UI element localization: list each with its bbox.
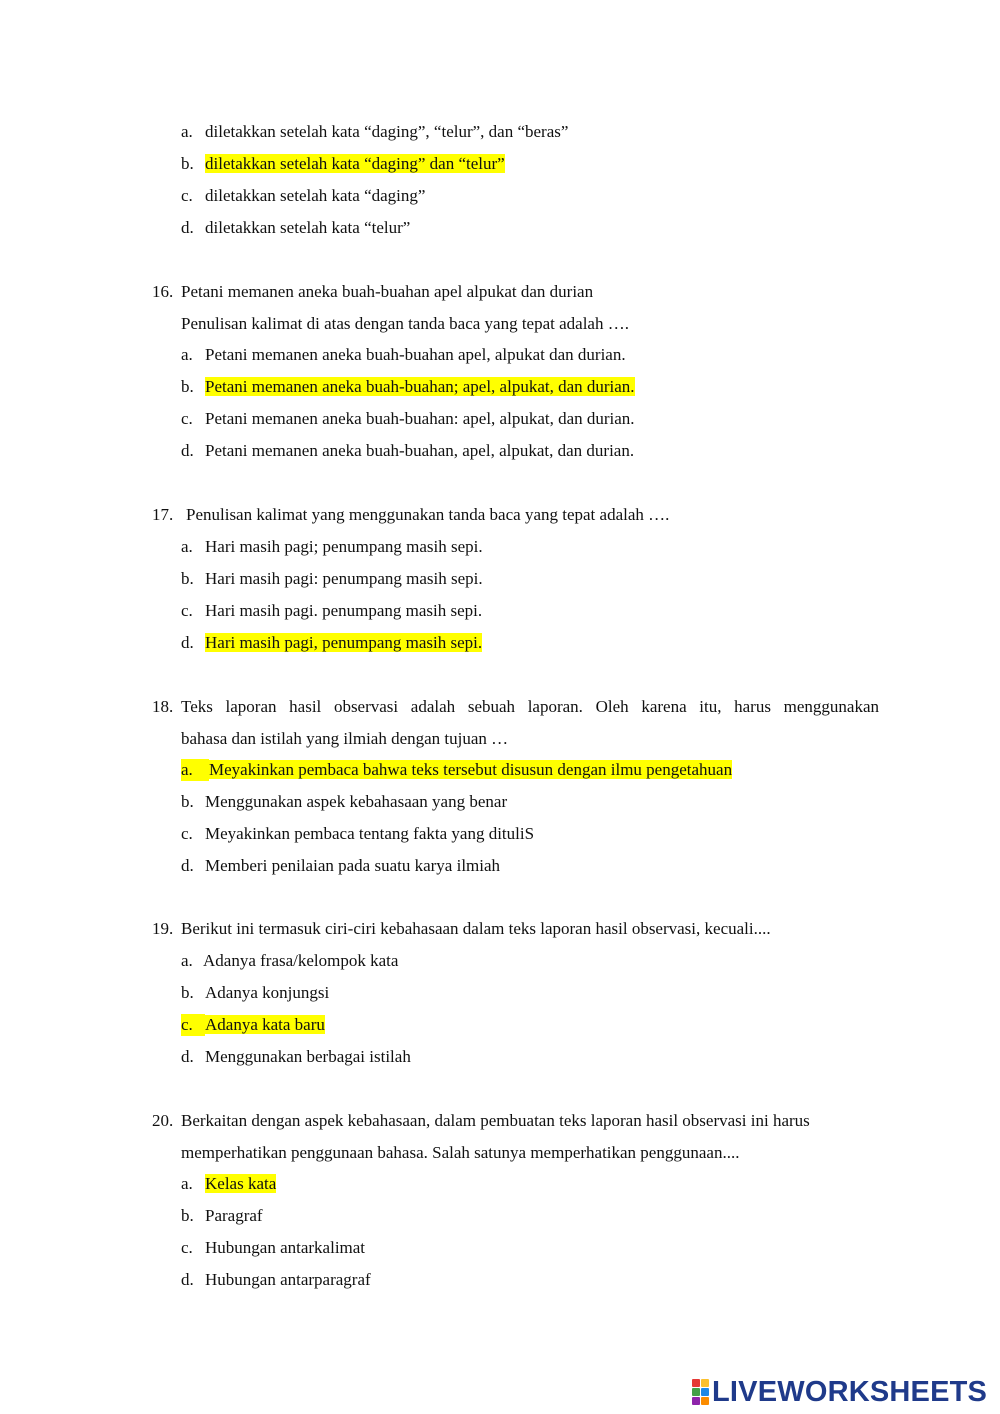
option-text: Petani memanen aneka buah-buahan, apel, alpukat, dan durian. — [205, 441, 635, 460]
option-letter: a. — [181, 537, 193, 556]
q16-option-c[interactable] — [181, 408, 635, 430]
q19-option-b[interactable] — [181, 982, 329, 1004]
q18-option-c[interactable] — [181, 823, 534, 845]
q17-stem — [152, 504, 669, 526]
logo-text: LIVEWORKSHEETS — [712, 1376, 988, 1408]
question-number: 19. — [152, 919, 174, 938]
q18-option-d[interactable] — [181, 855, 500, 877]
q16-option-d[interactable] — [181, 440, 634, 462]
option-text: Hubungan antarkalimat — [205, 1238, 366, 1257]
q19-option-d[interactable] — [181, 1046, 411, 1068]
q18-stem-line1: Teks laporan hasil observasi adalah sebuah laporan. Oleh karena itu, harus menggunakan — [181, 697, 879, 716]
option-letter: d. — [181, 1270, 194, 1289]
option-letter: b. — [181, 154, 194, 173]
option-text-highlighted: Petani memanen aneka buah-buahan; apel, alpukat, dan durian. — [205, 377, 635, 396]
option-text: diletakkan setelah kata “daging”, “telur”, dan “beras” — [205, 122, 569, 141]
option-text: Adanya konjungsi — [205, 983, 330, 1002]
q17-option-c[interactable] — [181, 600, 482, 622]
option-text-highlighted: Adanya kata baru — [205, 1015, 325, 1034]
q15-option-c[interactable] — [181, 185, 425, 207]
q17-option-a[interactable] — [181, 536, 483, 558]
option-letter: c. — [181, 1014, 205, 1036]
option-letter: a. — [181, 951, 193, 970]
question-number: 17. — [152, 505, 174, 524]
option-text-highlighted: diletakkan setelah kata “daging” dan “telur” — [205, 154, 505, 173]
q19-option-c[interactable] — [181, 1014, 325, 1036]
question-text: Berikut ini termasuk ciri-ciri kebahasaan dalam teks laporan hasil observasi, kecuali.... — [181, 919, 771, 938]
q15-option-b[interactable] — [181, 153, 505, 175]
option-text: Hubungan antarparagraf — [205, 1270, 371, 1289]
question-text: Berkaitan dengan aspek kebahasaan, dalam pembuatan teks laporan hasil observasi ini harus — [181, 1111, 810, 1130]
option-text: Hari masih pagi: penumpang masih sepi. — [205, 569, 483, 588]
option-letter: b. — [181, 1206, 194, 1225]
q20-stem — [152, 1110, 810, 1132]
option-text: Meyakinkan pembaca tentang fakta yang dituliS — [205, 824, 535, 843]
option-text: diletakkan setelah kata “daging” — [205, 186, 426, 205]
q17-option-d[interactable] — [181, 632, 482, 654]
option-letter: d. — [181, 633, 194, 652]
q18-option-b[interactable] — [181, 791, 507, 813]
option-letter: d. — [181, 218, 194, 237]
q16-option-b[interactable] — [181, 376, 635, 398]
q18-option-a[interactable] — [181, 759, 732, 781]
question-number: 20. — [152, 1111, 174, 1130]
option-text: Adanya frasa/kelompok kata — [203, 951, 399, 970]
q17-option-b[interactable] — [181, 568, 483, 590]
option-text-highlighted: Hari masih pagi, penumpang masih sepi. — [205, 633, 483, 652]
q15-option-d[interactable] — [181, 217, 410, 239]
option-text: diletakkan setelah kata “telur” — [205, 218, 411, 237]
option-text: Petani memanen aneka buah-buahan: apel, alpukat, dan durian. — [205, 409, 635, 428]
option-letter: a. — [181, 345, 193, 364]
option-letter: c. — [181, 601, 193, 620]
q20-option-a[interactable] — [181, 1173, 276, 1195]
q15-option-a[interactable] — [181, 121, 568, 143]
option-text: Menggunakan berbagai istilah — [205, 1047, 411, 1066]
q18-stem-line2: bahasa dan istilah yang ilmiah dengan tujuan … — [181, 729, 509, 748]
q19-option-a[interactable] — [181, 950, 398, 972]
q16-stem — [152, 281, 593, 303]
option-letter: b. — [181, 569, 194, 588]
option-text-highlighted: Meyakinkan pembaca bahwa teks tersebut disusun dengan ilmu pengetahuan — [209, 760, 733, 779]
option-letter: a. — [181, 759, 209, 781]
option-text: Petani memanen aneka buah-buahan apel, alpukat dan durian. — [205, 345, 626, 364]
q16-instruction: Penulisan kalimat di atas dengan tanda baca yang tepat adalah …. — [181, 314, 629, 333]
option-letter: d. — [181, 856, 194, 875]
option-text: Paragraf — [205, 1206, 263, 1225]
option-letter: c. — [181, 1238, 193, 1257]
q20-option-b[interactable] — [181, 1205, 263, 1227]
q18-number: 18. — [152, 697, 174, 716]
q19-stem — [152, 918, 771, 940]
option-text: Memberi penilaian pada suatu karya ilmiah — [205, 856, 501, 875]
option-text-highlighted: Kelas kata — [205, 1174, 277, 1193]
option-letter: b. — [181, 377, 194, 396]
q20-option-c[interactable] — [181, 1237, 365, 1259]
option-letter: d. — [181, 441, 194, 460]
option-letter: c. — [181, 186, 193, 205]
liveworksheets-logo-icon — [692, 1379, 709, 1405]
option-letter: c. — [181, 409, 193, 428]
question-number: 16. — [152, 282, 174, 301]
q20-stem-line2: memperhatikan penggunaan bahasa. Salah satunya memperhatikan penggunaan.... — [181, 1143, 740, 1162]
liveworksheets-logo[interactable] — [692, 1376, 987, 1408]
option-text: Menggunakan aspek kebahasaan yang benar — [205, 792, 508, 811]
option-letter: c. — [181, 824, 193, 843]
option-letter: a. — [181, 1174, 193, 1193]
option-text: Hari masih pagi. penumpang masih sepi. — [205, 601, 483, 620]
option-text: Hari masih pagi; penumpang masih sepi. — [205, 537, 483, 556]
option-letter: b. — [181, 983, 194, 1002]
question-text: Petani memanen aneka buah-buahan apel alpukat dan durian — [181, 282, 594, 301]
q16-option-a[interactable] — [181, 344, 626, 366]
option-letter: a. — [181, 122, 193, 141]
option-letter: d. — [181, 1047, 194, 1066]
option-letter: b. — [181, 792, 194, 811]
question-text: Penulisan kalimat yang menggunakan tanda baca yang tepat adalah …. — [186, 505, 670, 524]
q20-option-d[interactable] — [181, 1269, 371, 1291]
